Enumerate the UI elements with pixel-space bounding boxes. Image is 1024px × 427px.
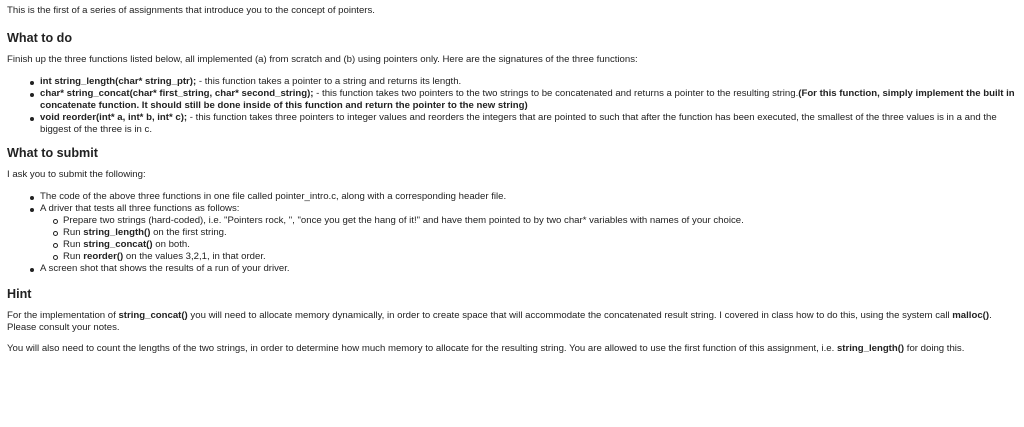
function-signature-list: [7, 76, 1017, 136]
function-name: reorder(): [83, 251, 124, 262]
list-item: [40, 239, 1017, 251]
driver-step-prefix: Run: [63, 239, 84, 250]
function-name: string_concat(): [83, 239, 153, 250]
driver-step-prefix: Run: [63, 227, 84, 238]
list-item: [7, 112, 1017, 136]
submission-list: [7, 191, 1017, 275]
list-item: [40, 251, 1017, 263]
submission-item-text: The code of the above three functions in one file called pointer_intro.c, along with a corresponding header file.: [40, 191, 507, 202]
hint-text: You will also need to count the lengths of the two strings, in order to determine how much memory to allocate for the resulting string. You are allowed to use the first function of this assignment, i.e.: [7, 343, 837, 354]
driver-step-prefix: Run: [63, 251, 84, 262]
list-item: [7, 76, 1017, 88]
hint-text: . Please consult your notes.: [7, 310, 992, 333]
list-item: [7, 263, 1017, 275]
what-to-do-description: Finish up the three functions listed below, all implemented (a) from scratch and (b) using pointers only. Here are the signatures of the three functions:: [7, 54, 638, 65]
submission-item-text: A screen shot that shows the results of a run of your driver.: [40, 263, 290, 274]
function-name: malloc(): [952, 310, 990, 321]
function-description: - this function takes a pointer to a string and returns its length.: [196, 76, 462, 87]
function-name: string_length(): [83, 227, 151, 238]
hint-text: For the implementation of: [7, 310, 119, 321]
hint-paragraph-1: [7, 310, 1017, 334]
driver-steps-list: [40, 215, 1017, 263]
function-name: string_length(): [836, 343, 905, 354]
function-description: - this function takes three pointers to integer values and reorders the integers that are pointed to such that after the function has been executed, the smallest of the three values is in a and the biggest of the three is in c.: [40, 112, 997, 135]
hint-heading: Hint: [7, 287, 32, 301]
driver-step-suffix: on the values 3,2,1, in that order.: [123, 251, 266, 262]
hint-text: for doing this.: [904, 343, 965, 354]
function-note: (For this function, simply implement the built in concatenate function. It should still be done inside of this function and return the pointer to the new string): [40, 88, 1015, 111]
function-name: string_concat(): [118, 310, 188, 321]
driver-step-text: Prepare two strings (hard-coded), i.e. "Pointers rock, ", "once you get the hang of it!" and have them pointed to by two char* variables with names of your choice.: [63, 215, 744, 226]
submission-item-text: A driver that tests all three functions as follows:: [40, 203, 240, 214]
intro-text: This is the first of a series of assignments that introduce you to the concept of pointers.: [7, 5, 375, 16]
function-signature: void reorder(int* a, int* b, int* c);: [40, 112, 188, 123]
list-item: [7, 191, 1017, 203]
driver-step-suffix: on both.: [152, 239, 190, 250]
function-description: - this function takes two pointers to the two strings to be concatenated and returns a pointer to the resulting string.: [313, 88, 799, 99]
list-item: [7, 203, 1017, 263]
hint-paragraph-2: [7, 343, 1017, 355]
function-signature: int string_length(char* string_ptr);: [40, 76, 197, 87]
hint-text: you will need to allocate memory dynamically, in order to create space that will accommodate the concatenated result string. I covered in class how to do this, using the system call: [187, 310, 953, 321]
what-to-submit-heading: What to submit: [7, 146, 98, 160]
driver-step-suffix: on the first string.: [150, 227, 227, 238]
list-item: [40, 227, 1017, 239]
what-to-do-heading: What to do: [7, 31, 73, 45]
what-to-submit-description: I ask you to submit the following:: [7, 169, 146, 180]
function-signature: char* string_concat(char* first_string, char* second_string);: [40, 88, 314, 99]
list-item: [40, 215, 1017, 227]
list-item: [7, 88, 1017, 112]
